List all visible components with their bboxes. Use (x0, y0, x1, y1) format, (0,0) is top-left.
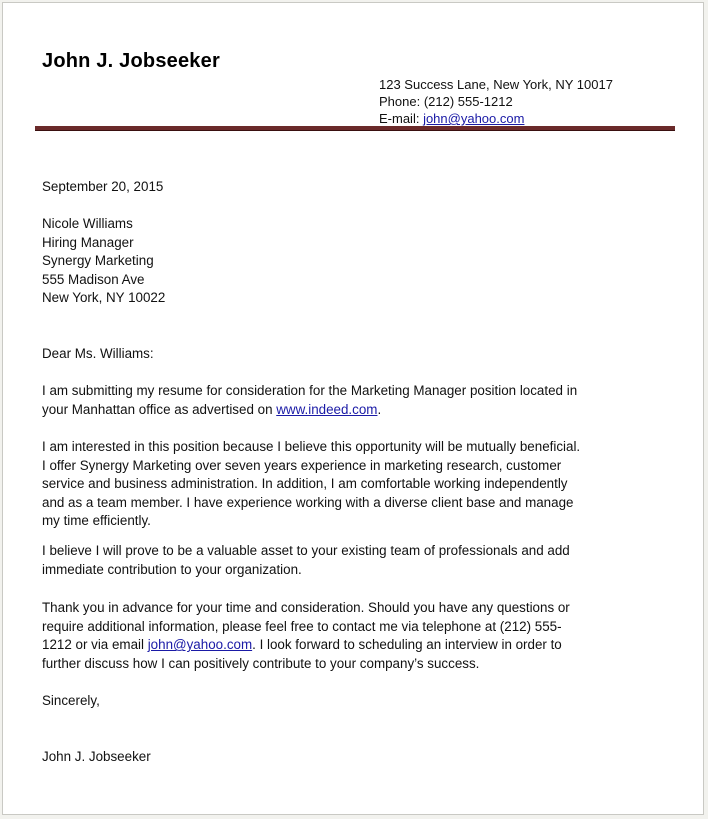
paragraph-4 (42, 599, 672, 673)
signature-name: John J. Jobseeker (42, 749, 151, 764)
recipient-title: Hiring Manager (42, 234, 134, 250)
sender-phone: Phone: (212) 555-1212 (379, 94, 513, 109)
paragraph-2-line: I am interested in this position because I believe this opportunity will be mutually beneficial. (42, 439, 581, 454)
paragraph-4-line-3-pre: 1212 or via email (42, 637, 148, 653)
header-divider (35, 126, 675, 131)
paragraph-2-line: my time efficiently. (42, 513, 151, 529)
paragraph-2-line: and as a team member. I have experience working with a diverse client base and manage (42, 494, 574, 510)
paragraph-2-line: I offer Synergy Marketing over seven years experience in marketing research, customer (42, 457, 562, 473)
salutation: Dear Ms. Williams: (42, 346, 154, 361)
paragraph-4-line-3-post: . I look forward to scheduling an interview in order to (252, 637, 562, 653)
indeed-link[interactable]: www.indeed.com (276, 401, 378, 417)
sender-address: 123 Success Lane, New York, NY 10017 (379, 77, 613, 92)
paragraph-2-line: service and business administration. In addition, I am comfortable working independently (42, 476, 568, 492)
paragraph-3-line: immediate contribution to your organization. (42, 561, 302, 577)
paragraph-1-line-2-post: . (377, 401, 382, 417)
paragraph-3 (42, 542, 672, 579)
paragraph-2 (42, 438, 672, 531)
sender-contact-block (379, 76, 613, 127)
recipient-company: Synergy Marketing (42, 253, 154, 269)
recipient-street: 555 Madison Ave (42, 271, 145, 287)
paragraph-1-line-2 (42, 401, 672, 420)
paragraph-4-line-4: further discuss how I can positively contribute to your company’s success. (42, 655, 480, 671)
letter-page (2, 2, 704, 815)
sender-email-label: E-mail: (379, 111, 424, 126)
recipient-name: Nicole Williams (42, 216, 133, 231)
sender-email-line (379, 110, 613, 127)
letter-date: September 20, 2015 (42, 179, 164, 194)
paragraph-1-line-2-pre: your Manhattan office as advertised on (42, 401, 277, 417)
paragraph-1-line-1: I am submitting my resume for consideration for the Marketing Manager position located in (42, 383, 578, 398)
paragraph-4-line-2: require additional information, please feel free to contact me via telephone at (212) 555- (42, 618, 562, 634)
closing: Sincerely, (42, 693, 100, 708)
paragraph-4-line-1: Thank you in advance for your time and consideration. Should you have any questions or (42, 600, 570, 615)
paragraph-3-line: I believe I will prove to be a valuable asset to your existing team of professionals and add (42, 543, 570, 558)
sender-name: John J. Jobseeker (42, 50, 220, 72)
paragraph-1 (42, 382, 672, 419)
sender-email-link[interactable]: john@yahoo.com (423, 111, 525, 126)
closing-email-link[interactable]: john@yahoo.com (147, 637, 253, 653)
paragraph-4-line-3 (42, 636, 672, 655)
recipient-city: New York, NY 10022 (42, 290, 166, 306)
recipient-block (42, 215, 672, 308)
